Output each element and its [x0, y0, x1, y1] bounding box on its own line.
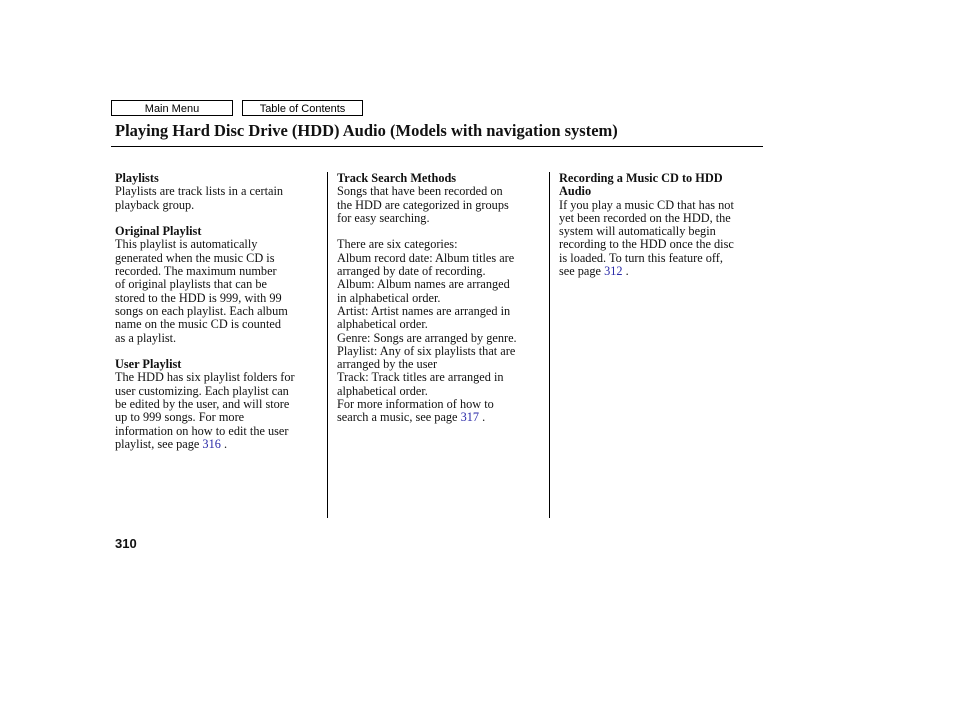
text-line: system will automatically begin [559, 224, 716, 239]
text-line: For more information of how to [337, 397, 494, 412]
text-line: alphabetical order. [337, 383, 428, 398]
text-line: for easy searching. [337, 210, 430, 225]
page-link-312[interactable]: 312 [604, 264, 623, 279]
text-line: user customizing. Each playlist can [115, 383, 289, 398]
text-line [559, 265, 764, 278]
text-line: recorded. The maximum number [115, 264, 277, 279]
text-line: Artist: Artist names are arranged in [337, 303, 511, 318]
text-line: as a playlist. [115, 330, 177, 345]
text-line: is loaded. To turn this feature off, [559, 250, 723, 265]
text-line: yet been recorded on the HDD, the [559, 210, 731, 225]
text-fragment: see page [559, 264, 605, 279]
text-line: Album: Album names are arranged [337, 277, 510, 292]
text-line: Track: Track titles are arranged in [337, 370, 504, 385]
text-line: be edited by the user, and will store [115, 397, 290, 412]
main-menu-button[interactable]: Main Menu [111, 100, 233, 116]
page-number: 310 [115, 536, 137, 551]
text-line: the HDD are categorized in groups [337, 197, 509, 212]
table-of-contents-button[interactable]: Table of Contents [242, 100, 363, 116]
column-playlists [115, 172, 320, 451]
column-divider [327, 172, 328, 518]
text-line: Songs that have been recorded on [337, 184, 503, 199]
text-line: Genre: Songs are arranged by genre. [337, 330, 517, 345]
recording-heading: Recording a Music CD to HDD [559, 171, 723, 185]
text-line: recording to the HDD once the disc [559, 237, 734, 252]
page-title: Playing Hard Disc Drive (HDD) Audio (Models with navigation system) [115, 121, 618, 140]
text-fragment: search a music, see page [337, 410, 461, 425]
text-line: up to 999 songs. For more [115, 410, 245, 425]
track-search-heading: Track Search Methods [337, 171, 457, 185]
text-line: generated when the music CD is [115, 250, 275, 265]
text-fragment: playlist, see page [115, 436, 203, 451]
text-line: stored to the HDD is 999, with 99 [115, 290, 282, 305]
text-line: Playlists are track lists in a certain [115, 184, 284, 199]
text-line [115, 438, 320, 451]
page-link-317[interactable]: 317 [460, 410, 480, 425]
text-line: name on the music CD is counted [115, 317, 281, 332]
column-track-search [337, 172, 542, 425]
text-line: in alphabetical order. [337, 290, 441, 305]
text-line: There are six categories: [337, 237, 458, 252]
recording-heading-cont: Audio [559, 184, 592, 199]
text-line: alphabetical order. [337, 317, 428, 332]
original-playlist-heading: Original Playlist [115, 224, 202, 239]
page-link-316[interactable]: 316 [202, 436, 221, 451]
user-playlist-heading: User Playlist [115, 357, 182, 372]
text-line: Album record date: Album titles are [337, 250, 515, 265]
title-rule [111, 146, 763, 147]
text-fragment: . [479, 410, 486, 425]
playlists-heading: Playlists [115, 171, 159, 185]
text-line: arranged by date of recording. [337, 264, 486, 279]
text-line: This playlist is automatically [115, 237, 258, 252]
column-divider [549, 172, 550, 518]
text-line: information on how to edit the user [115, 423, 289, 438]
text-line: of original playlists that can be [115, 277, 267, 292]
text-line: Playlist: Any of six playlists that are [337, 343, 516, 358]
text-line: songs on each playlist. Each album [115, 303, 288, 318]
text-line [337, 411, 542, 424]
text-line: The HDD has six playlist folders for [115, 370, 295, 385]
column-recording [559, 172, 764, 278]
text-line: arranged by the user [337, 357, 438, 372]
text-fragment: . [220, 436, 228, 451]
text-line: If you play a music CD that has not [559, 197, 734, 212]
text-fragment: . [622, 264, 629, 279]
text-line: playback group. [115, 197, 195, 212]
